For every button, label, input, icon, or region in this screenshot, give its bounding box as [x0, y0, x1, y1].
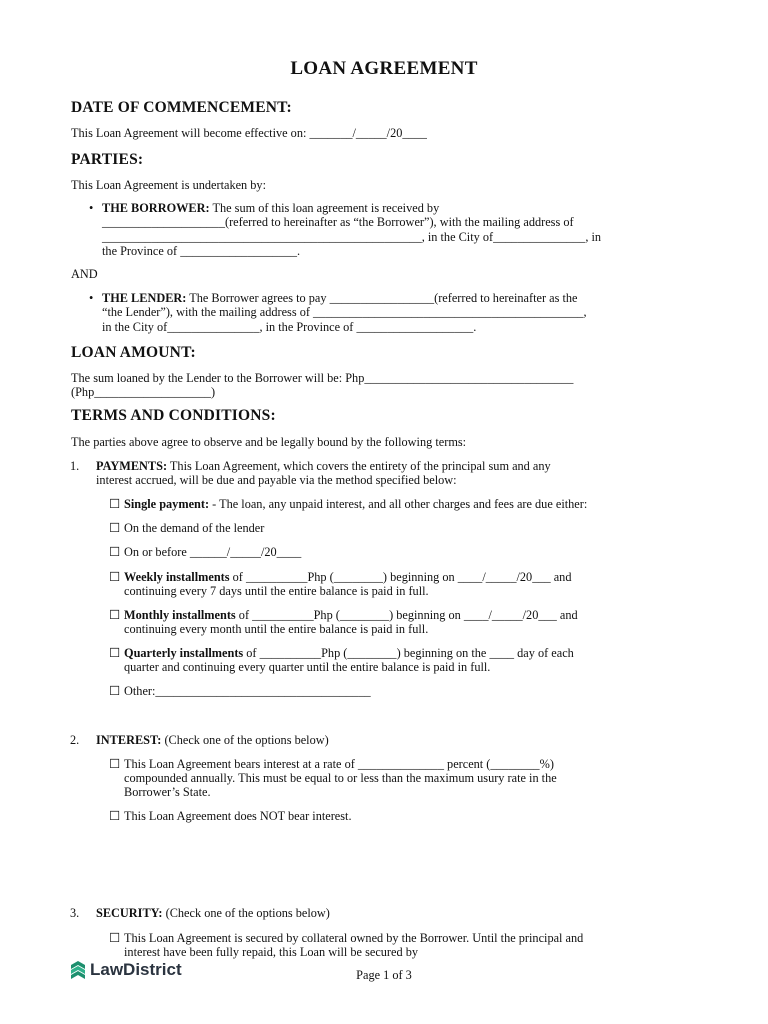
checkbox[interactable]: ☐: [109, 757, 121, 771]
option-quarterly[interactable]: [109, 646, 574, 674]
weekly-line1: of __________Php (________) beginning on ____/_____/20___ and: [229, 570, 572, 584]
monthly-line1: of __________Php (________) beginning on ____/_____/20___ and: [235, 608, 578, 622]
option-single-payment[interactable]: [109, 497, 588, 511]
checkbox[interactable]: ☐: [109, 570, 121, 584]
quarterly-label: Quarterly installments: [124, 646, 244, 660]
and-text: AND: [71, 267, 98, 281]
monthly-label: Monthly installments: [124, 608, 236, 622]
clause-number: 1.: [70, 459, 80, 473]
option-weekly[interactable]: [109, 570, 572, 598]
logo-text: LawDistrict: [90, 960, 182, 979]
clause-number: 3.: [70, 906, 80, 920]
borrower-line3: ____________________________________________________, in the City of_______________, in: [102, 229, 602, 244]
single-label: Single payment:: [124, 497, 210, 511]
payments-label: PAYMENTS:: [96, 459, 168, 473]
clause-number: 2.: [70, 733, 80, 747]
before-text: On or before ______/_____/20____: [124, 545, 302, 559]
checkbox[interactable]: ☐: [109, 521, 121, 535]
interest-opt1-line2: compounded annually. This must be equal to or less than the maximum usury rate in the: [124, 771, 557, 785]
loan-amount-line2: (Php___________________): [71, 385, 216, 399]
loan-amount-line1: The sum loaned by the Lender to the Borrower will be: Php__________________________________: [71, 371, 574, 385]
option-secured-collateral[interactable]: [109, 931, 584, 959]
interest-text: (Check one of the options below): [161, 733, 329, 747]
payments-clause: [70, 459, 551, 487]
security-opt1-line1: This Loan Agreement is secured by collateral owned by the Borrower. Until the principal and: [124, 931, 584, 945]
bullet: •: [89, 291, 94, 305]
lender-clause: [89, 291, 587, 334]
security-text: (Check one of the options below): [162, 906, 330, 920]
lender-line1: The Borrower agrees to pay _________________(referred to hereinafter as the: [186, 291, 578, 305]
loan-amount-heading: LOAN AMOUNT:: [71, 344, 196, 361]
borrower-line1: The sum of this loan agreement is received by: [209, 201, 440, 215]
checkbox[interactable]: ☐: [109, 931, 121, 945]
borrower-line2: ____________________(referred to hereinafter as “the Borrower”), with the mailing address of: [102, 215, 574, 230]
parties-intro: This Loan Agreement is undertaken by:: [71, 178, 266, 192]
option-other[interactable]: [109, 684, 371, 698]
single-text: - The loan, any unpaid interest, and all other charges and fees are due either:: [209, 497, 588, 511]
interest-opt2: This Loan Agreement does NOT bear interest.: [124, 809, 352, 823]
checkbox[interactable]: ☐: [109, 809, 121, 823]
parties-heading: PARTIES:: [71, 151, 144, 168]
checkbox[interactable]: ☐: [109, 684, 121, 698]
quarterly-line1: of __________Php (________) beginning on the ____ day of each: [243, 646, 574, 660]
checkbox[interactable]: ☐: [109, 497, 121, 511]
date-text: This Loan Agreement will become effective on: _______/_____/20____: [71, 126, 427, 140]
lender-label: THE LENDER:: [102, 291, 187, 305]
page-number: Page 1 of 3: [356, 968, 412, 982]
security-label: SECURITY:: [96, 906, 163, 920]
option-monthly[interactable]: [109, 608, 578, 636]
option-on-or-before[interactable]: [109, 545, 302, 559]
security-opt1-line2: interest have been fully repaid, this Loan will be secured by: [124, 945, 419, 959]
quarterly-line2: quarter and continuing every quarter until the entire balance is paid in full.: [124, 660, 491, 674]
security-clause: [70, 906, 330, 920]
payments-line1: This Loan Agreement, which covers the entirety of the principal sum and any: [167, 459, 551, 473]
interest-opt1-line3: Borrower’s State.: [124, 785, 211, 799]
terms-intro: The parties above agree to observe and be legally bound by the following terms:: [71, 435, 467, 449]
weekly-line2: continuing every 7 days until the entire balance is paid in full.: [124, 584, 429, 598]
option-bears-interest[interactable]: [109, 757, 557, 799]
other-text: Other:___________________________________: [124, 684, 371, 698]
interest-label: INTEREST:: [96, 733, 162, 747]
checkbox[interactable]: ☐: [109, 646, 121, 660]
weekly-label: Weekly installments: [124, 570, 230, 584]
date-heading: DATE OF COMMENCEMENT:: [71, 99, 292, 116]
demand-text: On the demand of the lender: [124, 521, 265, 535]
checkbox[interactable]: ☐: [109, 545, 121, 559]
option-no-interest[interactable]: [109, 809, 352, 823]
borrower-label: THE BORROWER:: [102, 201, 210, 215]
interest-opt1-line1: This Loan Agreement bears interest at a rate of ______________ percent (________%): [124, 757, 554, 771]
monthly-line2: continuing every month until the entire balance is paid in full.: [124, 622, 429, 636]
payments-line2: interest accrued, will be due and payable via the method specified below:: [96, 473, 457, 487]
option-on-demand[interactable]: [109, 521, 265, 535]
terms-heading: TERMS AND CONDITIONS:: [71, 407, 276, 424]
lender-line3: in the City of_______________, in the Province of ___________________.: [102, 319, 477, 334]
lender-line2: “the Lender”), with the mailing address of ____________________________________________,: [102, 305, 587, 320]
borrower-line4: the Province of ___________________.: [102, 243, 301, 258]
bullet: •: [89, 201, 94, 215]
checkbox[interactable]: ☐: [109, 608, 121, 622]
borrower-clause: [89, 201, 602, 258]
interest-clause: [70, 733, 329, 747]
document-title: LOAN AGREEMENT: [290, 58, 478, 79]
